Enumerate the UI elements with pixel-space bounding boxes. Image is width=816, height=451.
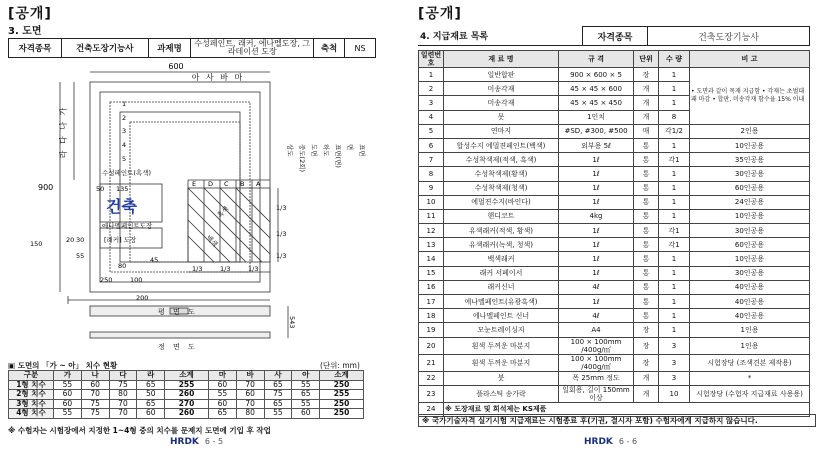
dim-col: 소계 xyxy=(165,371,209,381)
scale-value: NS xyxy=(345,39,376,58)
third-r1: 1/3 xyxy=(276,204,287,212)
table-row xyxy=(419,385,810,402)
cell-name: 에멀젼수지(바인다) xyxy=(444,195,559,209)
dim-cell: 50 xyxy=(137,390,165,400)
dim-title: ▣ 도면의 「가 ~ 아」 치수 현황 xyxy=(8,361,118,370)
table-row xyxy=(419,181,810,195)
cell-name: 일반합판 xyxy=(444,68,559,82)
cell-remark: 60인공용 xyxy=(690,238,810,252)
cell-qty: 1 xyxy=(659,252,690,266)
dim-cell: 65 xyxy=(264,380,292,390)
cell-spec: 1ℓ xyxy=(559,167,634,181)
table-row xyxy=(419,280,810,294)
cell-qty: 1 xyxy=(659,266,690,280)
cell-qty: 1 xyxy=(659,138,690,152)
cell-qty: 10 xyxy=(659,385,690,402)
d30: 30 xyxy=(76,236,85,244)
cell-qty: 1 xyxy=(659,181,690,195)
dim-cell: 60 xyxy=(54,390,82,400)
cell-remark: 60인공용 xyxy=(690,181,810,195)
task-label: 과제명 xyxy=(148,39,191,58)
right-label-7: 표면 xyxy=(358,144,366,157)
cell-unit: 통 xyxy=(634,195,659,209)
cell-serial: 19 xyxy=(419,323,444,337)
dim-cell: 60 xyxy=(292,409,320,419)
cell-name: 유색래커(녹색, 청색) xyxy=(444,238,559,252)
material-table xyxy=(418,50,810,417)
dim-cell: 4형 치수 xyxy=(9,409,54,419)
header-table xyxy=(8,38,376,58)
dim-col: 소계 xyxy=(320,371,364,381)
cell-spec: 4ℓ xyxy=(559,280,634,294)
cell-name: 플라스틱 송가락 xyxy=(444,385,559,402)
qual-value: 건축도장기능사 xyxy=(61,39,148,58)
cell-serial: 23 xyxy=(419,385,444,402)
cell-spec: 1ℓ xyxy=(559,181,634,195)
cell-unit: 장 xyxy=(634,323,659,337)
cell-spec: 4ℓ xyxy=(559,309,634,323)
cell-spec: 외부용 5ℓ xyxy=(559,138,634,152)
dim-cell: 1형 치수 xyxy=(9,380,54,390)
d543: 543 xyxy=(288,316,296,329)
cell-qty: 1 xyxy=(659,209,690,223)
cell-qty: 1 xyxy=(659,280,690,294)
cell-remark: 30인공용 xyxy=(690,266,810,280)
cell-serial: 20 xyxy=(419,337,444,354)
cell-qty: 8 xyxy=(659,110,690,124)
dim-cell: 55 xyxy=(54,380,82,390)
num-5: 5 xyxy=(122,155,127,163)
dim-cell: 250 xyxy=(320,399,364,409)
dim-cell: 55 xyxy=(54,409,82,419)
table-row xyxy=(419,337,810,354)
cell-remark: 1인용 xyxy=(690,337,810,354)
cell-qty: 1 xyxy=(659,167,690,181)
cell-serial: 22 xyxy=(419,371,444,385)
dim-cell: 65 xyxy=(208,409,236,419)
cell-name: 수성착색제(황색) xyxy=(444,167,559,181)
table-row xyxy=(419,68,810,82)
cell-spec: 1ℓ xyxy=(559,195,634,209)
cell-qty: 각1 xyxy=(659,238,690,252)
dim-cell: 60 xyxy=(208,399,236,409)
d135: 135 xyxy=(116,185,129,193)
num-3: 3 xyxy=(122,127,127,135)
cell-qty: 1 xyxy=(659,82,690,96)
table-row xyxy=(419,195,810,209)
dim-cell: 60 xyxy=(81,380,109,390)
cell-serial: 5 xyxy=(419,124,444,138)
cell-serial: 15 xyxy=(419,266,444,280)
dim-cell: 2형 치수 xyxy=(9,390,54,400)
cell-unit: 통 xyxy=(634,238,659,252)
cell-serial: 4 xyxy=(419,110,444,124)
logo-text: 건축 xyxy=(106,197,137,216)
cell-remark: 2인용 xyxy=(690,124,810,138)
dim-col: 라 xyxy=(137,371,165,381)
dim-cell: 75 xyxy=(81,409,109,419)
letter-a: A xyxy=(256,180,261,188)
cell-remark: 10인공용 xyxy=(690,209,810,223)
letter-d: D xyxy=(208,180,214,188)
table-row xyxy=(419,266,810,280)
dim-cell: 70 xyxy=(109,399,137,409)
cell-qty: 1 xyxy=(659,195,690,209)
dim-cell: 70 xyxy=(236,380,264,390)
right-page xyxy=(414,0,816,451)
dim-cell: 70 xyxy=(81,390,109,400)
cell-serial: 2 xyxy=(419,82,444,96)
cell-name: 래커신너 xyxy=(444,280,559,294)
cell-spec: 100 × 100mm /400g/㎡ xyxy=(559,354,634,371)
dim-cell: 255 xyxy=(165,380,209,390)
plan-label: 평 면 도 xyxy=(158,308,198,316)
dim-cell: 270 xyxy=(165,399,209,409)
cell-qty: 3 xyxy=(659,337,690,354)
third-3: 1/3 xyxy=(248,265,259,273)
material-header-row xyxy=(419,51,810,68)
d45: 45 xyxy=(150,256,159,264)
cell-name: 에나멜페인트 신너 xyxy=(444,309,559,323)
cell-remark: 1인용 xyxy=(690,323,810,337)
dim-cell: 75 xyxy=(264,390,292,400)
dim-cell: 250 xyxy=(320,380,364,390)
third-2: 1/3 xyxy=(220,265,231,273)
dim-cell: 65 xyxy=(137,399,165,409)
cell-unit: 통 xyxy=(634,266,659,280)
cell-spec: 900 × 600 × 5 xyxy=(559,68,634,82)
cell-qty: 1 xyxy=(659,96,690,110)
cell-spec: 폭 25mm 정도 xyxy=(559,371,634,385)
cell-spec: 4kg xyxy=(559,209,634,223)
table-row xyxy=(419,153,810,167)
dim-900: 900 xyxy=(38,183,54,192)
cell-serial: 18 xyxy=(419,309,444,323)
cell-unit: 통 xyxy=(634,252,659,266)
dim-cell: 70 xyxy=(109,409,137,419)
cell-serial: 13 xyxy=(419,238,444,252)
dim-cell: 65 xyxy=(264,399,292,409)
dim-cell: 60 xyxy=(137,409,165,419)
table-row xyxy=(419,167,810,181)
table-row xyxy=(419,371,810,385)
cell-spec: 100 × 100mm /400g/㎡ xyxy=(559,337,634,354)
cell-remark: 24인공용 xyxy=(690,195,810,209)
dim-cell: 70 xyxy=(236,399,264,409)
dim-col: 나 xyxy=(81,371,109,381)
dim-cell: 75 xyxy=(81,399,109,409)
cell-serial: 7 xyxy=(419,153,444,167)
dim-col: 가 xyxy=(54,371,82,381)
letter-b: B xyxy=(240,180,245,188)
table-row xyxy=(419,238,810,252)
cell-name: 미송각재 xyxy=(444,82,559,96)
dim-cell: 55 xyxy=(208,390,236,400)
cell-remark: * xyxy=(690,371,810,385)
cell-serial: 12 xyxy=(419,224,444,238)
cell-serial: 3 xyxy=(419,96,444,110)
cell-serial: 10 xyxy=(419,195,444,209)
cell-name: 래커 서페이서 xyxy=(444,266,559,280)
dim-600: 600 xyxy=(168,62,184,71)
d200: 200 xyxy=(136,294,149,302)
dim-cell: 60 xyxy=(236,390,264,400)
cell-remark: 40인공용 xyxy=(690,309,810,323)
cell-remark: 40인공용 xyxy=(690,295,810,309)
cell-qty: 1 xyxy=(659,309,690,323)
qual-label: 자격종목 xyxy=(9,39,62,58)
cell-remark: 시험장당 (수험자 지급재료 사용용) xyxy=(690,385,810,402)
dim-cell: 60 xyxy=(54,399,82,409)
cell-serial: 14 xyxy=(419,252,444,266)
dim-cell: 255 xyxy=(320,390,364,400)
dim-cell: 65 xyxy=(137,380,165,390)
table-row xyxy=(419,209,810,223)
cell-unit: 매 xyxy=(634,124,659,138)
dim-cell: 55 xyxy=(292,380,320,390)
right-label-1: 상도 xyxy=(286,144,294,157)
cell-spec: 45 × 45 × 600 xyxy=(559,82,634,96)
dim-cell: 260 xyxy=(165,409,209,419)
third-r3: 1/3 xyxy=(276,252,287,260)
cell-unit: 통 xyxy=(634,153,659,167)
dim-cell: 65 xyxy=(292,390,320,400)
cell-name: 모눈트레이싱지 xyxy=(444,323,559,337)
cell-unit: 통 xyxy=(634,224,659,238)
footer xyxy=(584,437,637,447)
dim-header-row xyxy=(9,371,364,381)
cell-remark: 시험장당 (조색견본 제작용) xyxy=(690,354,810,371)
scale-label: 축척 xyxy=(314,39,345,58)
table-row xyxy=(419,252,810,266)
section-title: 4. 지급재료 목록 xyxy=(418,27,583,46)
qual-value: 건축도장기능사 xyxy=(648,27,810,46)
table-row xyxy=(419,295,810,309)
label-lacquer: [래커] 도장 xyxy=(104,236,137,244)
cell-name: 흰색 두꺼운 마분지 xyxy=(444,354,559,371)
dim-col: 마 xyxy=(208,371,236,381)
cell-remark: 35인공용 xyxy=(690,153,810,167)
cell-spec: 45 × 45 × 450 xyxy=(559,96,634,110)
num-2: 2 xyxy=(122,114,127,122)
cell-unit: 개 xyxy=(634,110,659,124)
table-row xyxy=(419,323,810,337)
cell-serial: 16 xyxy=(419,280,444,294)
cell-serial: 9 xyxy=(419,181,444,195)
cell-qty: 3 xyxy=(659,371,690,385)
col-name: 재 료 명 xyxy=(444,51,559,68)
third-1: 1/3 xyxy=(192,265,203,273)
cell-name: 미송각재 xyxy=(444,96,559,110)
col-serial: 일련번호 xyxy=(419,51,444,68)
cell-qty: 각1 xyxy=(659,153,690,167)
cell-spec: 1ℓ xyxy=(559,252,634,266)
cell-unit: 개 xyxy=(634,82,659,96)
remark-group: • 도면과 같이 목재 지급함 • 각재는 초벌대패 마감 • 합판, 미송각재 함수율 15% 이내 xyxy=(690,68,810,125)
cell-qty: 1 xyxy=(659,295,690,309)
cell-name: 핸디코트 xyxy=(444,209,559,223)
cell-spec: 1ℓ xyxy=(559,295,634,309)
cell-qty: 1 xyxy=(659,68,690,82)
drawing xyxy=(8,60,400,352)
dim-col: 바 xyxy=(236,371,264,381)
cell-unit: 통 xyxy=(634,295,659,309)
dim-cell: 75 xyxy=(109,380,137,390)
cell-note: ※ 도장재료 및 희석제는 KS제품 xyxy=(444,402,810,416)
dim-col: 다 xyxy=(109,371,137,381)
dim-row xyxy=(9,390,364,400)
dim-col: 아 xyxy=(292,371,320,381)
d50: 50 xyxy=(96,185,105,193)
cell-qty: 각1 xyxy=(659,224,690,238)
cell-serial: 17 xyxy=(419,295,444,309)
d20: 20 xyxy=(66,236,75,244)
table-row xyxy=(419,309,810,323)
col-spec: 규 격 xyxy=(559,51,634,68)
cell-unit: 개 xyxy=(634,371,659,385)
table-row xyxy=(419,224,810,238)
cell-name: 붓 xyxy=(444,371,559,385)
dim-col: 구분 xyxy=(9,371,54,381)
cell-remark: 40인공용 xyxy=(690,280,810,294)
cell-remark: 10인공용 xyxy=(690,138,810,152)
material-header-table xyxy=(418,26,810,46)
cell-spec: 1ℓ xyxy=(559,153,634,167)
dim-cell: 60 xyxy=(208,380,236,390)
cell-unit: 통 xyxy=(634,138,659,152)
d250: 250 xyxy=(100,276,113,284)
cell-name: 백색래커 xyxy=(444,252,559,266)
footer-logo: HRDK xyxy=(170,437,199,447)
bottom-note: ※ 국가기술자격 실기시험 지급재료는 시험종료 후(기권, 결시자 포함) 수험자에게 지급하지 않습니다. xyxy=(418,414,816,427)
dim-cell: 3형 치수 xyxy=(9,399,54,409)
col-qty: 수 량 xyxy=(659,51,690,68)
cell-spec: 1ℓ xyxy=(559,266,634,280)
cell-unit: 장 xyxy=(634,337,659,354)
right-label-3: 도면 xyxy=(310,144,318,157)
cell-name: 연마지 xyxy=(444,124,559,138)
cell-unit: 통 xyxy=(634,181,659,195)
col-remark: 비 고 xyxy=(690,51,810,68)
cell-serial: 1 xyxy=(419,68,444,82)
page-number: 6 - 6 xyxy=(618,437,638,446)
cell-unit: 장 xyxy=(634,68,659,82)
label-enamel: 에나멜페인트도장 xyxy=(102,222,153,230)
cell-serial: 24 xyxy=(419,402,444,416)
dim-cell: 80 xyxy=(109,390,137,400)
cell-serial: 6 xyxy=(419,138,444,152)
page-number: 6 - 5 xyxy=(204,437,224,446)
cell-unit: 개 xyxy=(634,385,659,402)
cell-serial: 21 xyxy=(419,354,444,371)
cell-unit: 통 xyxy=(634,167,659,181)
d55: 55 xyxy=(76,252,85,260)
footer-logo: HRDK xyxy=(584,437,613,447)
table-row xyxy=(419,138,810,152)
dim-cell: 55 xyxy=(264,409,292,419)
cell-spec: 1인치 xyxy=(559,110,634,124)
cell-unit: 장 xyxy=(634,354,659,371)
cell-remark: 30인공용 xyxy=(690,224,810,238)
cell-name: 수성착색제(적색, 흑색) xyxy=(444,153,559,167)
letter-c: C xyxy=(224,180,229,188)
public-label: [공개] xyxy=(8,6,52,22)
diag-label-2: 백색 xyxy=(204,233,220,249)
right-label-5: 표면(면) xyxy=(334,144,342,168)
third-r2: 1/3 xyxy=(276,230,287,238)
cell-serial: 8 xyxy=(419,167,444,181)
diag-label-1: 흑색 xyxy=(215,204,231,220)
cell-name: 수성착색제(청색) xyxy=(444,181,559,195)
dim-cell: 250 xyxy=(320,409,364,419)
cell-remark: 30인공용 xyxy=(690,167,810,181)
section-title: 3. 도면 xyxy=(8,26,42,37)
table-row xyxy=(419,124,810,138)
task-value: 수성페인트, 래커, 에나멜도장, 그라데이션 도장 xyxy=(191,39,314,58)
cell-qty: 1 xyxy=(659,323,690,337)
cell-spec: 1ℓ xyxy=(559,224,634,238)
right-label-6: 면 xyxy=(346,144,354,151)
table-row xyxy=(419,354,810,371)
right-label-2: 중도(2회) xyxy=(298,144,306,173)
cell-qty: 3 xyxy=(659,354,690,371)
dim-row xyxy=(9,409,364,419)
cell-name: 유색래커(적색, 황색) xyxy=(444,224,559,238)
cell-spec: 1ℓ xyxy=(559,238,634,252)
cell-spec: 일회용, 길이 150mm 이상 xyxy=(559,385,634,402)
public-label: [공개] xyxy=(418,6,462,22)
right-label-4: 하도 xyxy=(322,144,330,157)
cell-name: 합성수지 에멀젼페인트(백색) xyxy=(444,138,559,152)
col-unit: 단위 xyxy=(634,51,659,68)
qual-label: 자격종목 xyxy=(583,27,648,46)
front-label: 정 면 도 xyxy=(158,343,198,351)
dim-cell: 80 xyxy=(236,409,264,419)
instruction-note: ※ 수험자는 시험장에서 지정한 1~4형 중의 치수를 문제지 도면에 기입 후 작업 xyxy=(8,426,271,435)
dim-table xyxy=(8,370,364,419)
cell-unit: 통 xyxy=(634,209,659,223)
cell-name: 못 xyxy=(444,110,559,124)
num-4: 4 xyxy=(122,141,127,149)
cell-unit: 통 xyxy=(634,280,659,294)
label-suspaint: 수성페인트(흑색) xyxy=(102,169,152,177)
cell-spec: A4 xyxy=(559,323,634,337)
dim-cell: 55 xyxy=(292,399,320,409)
bands-left: 라 다 나 가 xyxy=(59,105,68,159)
letter-e: E xyxy=(192,180,197,188)
d150: 150 xyxy=(30,240,43,248)
bands-top: 아 사 바 마 xyxy=(191,73,245,82)
cell-serial: 11 xyxy=(419,209,444,223)
footer xyxy=(170,437,223,447)
cell-unit: 개 xyxy=(634,96,659,110)
cell-spec: #SD, #300, #500 xyxy=(559,124,634,138)
d100: 100 xyxy=(130,276,143,284)
cell-unit: 통 xyxy=(634,309,659,323)
dim-unit: (단위: mm) xyxy=(320,361,360,370)
d80: 80 xyxy=(118,262,127,270)
dim-cell: 260 xyxy=(165,390,209,400)
cell-remark: 10인공용 xyxy=(690,252,810,266)
cell-name: 흰색 두꺼운 마분지 xyxy=(444,337,559,354)
cell-qty: 각1/2 xyxy=(659,124,690,138)
num-1: 1 xyxy=(122,100,127,108)
cell-name: 에나멜페인트(유광흑색) xyxy=(444,295,559,309)
dim-col: 사 xyxy=(264,371,292,381)
